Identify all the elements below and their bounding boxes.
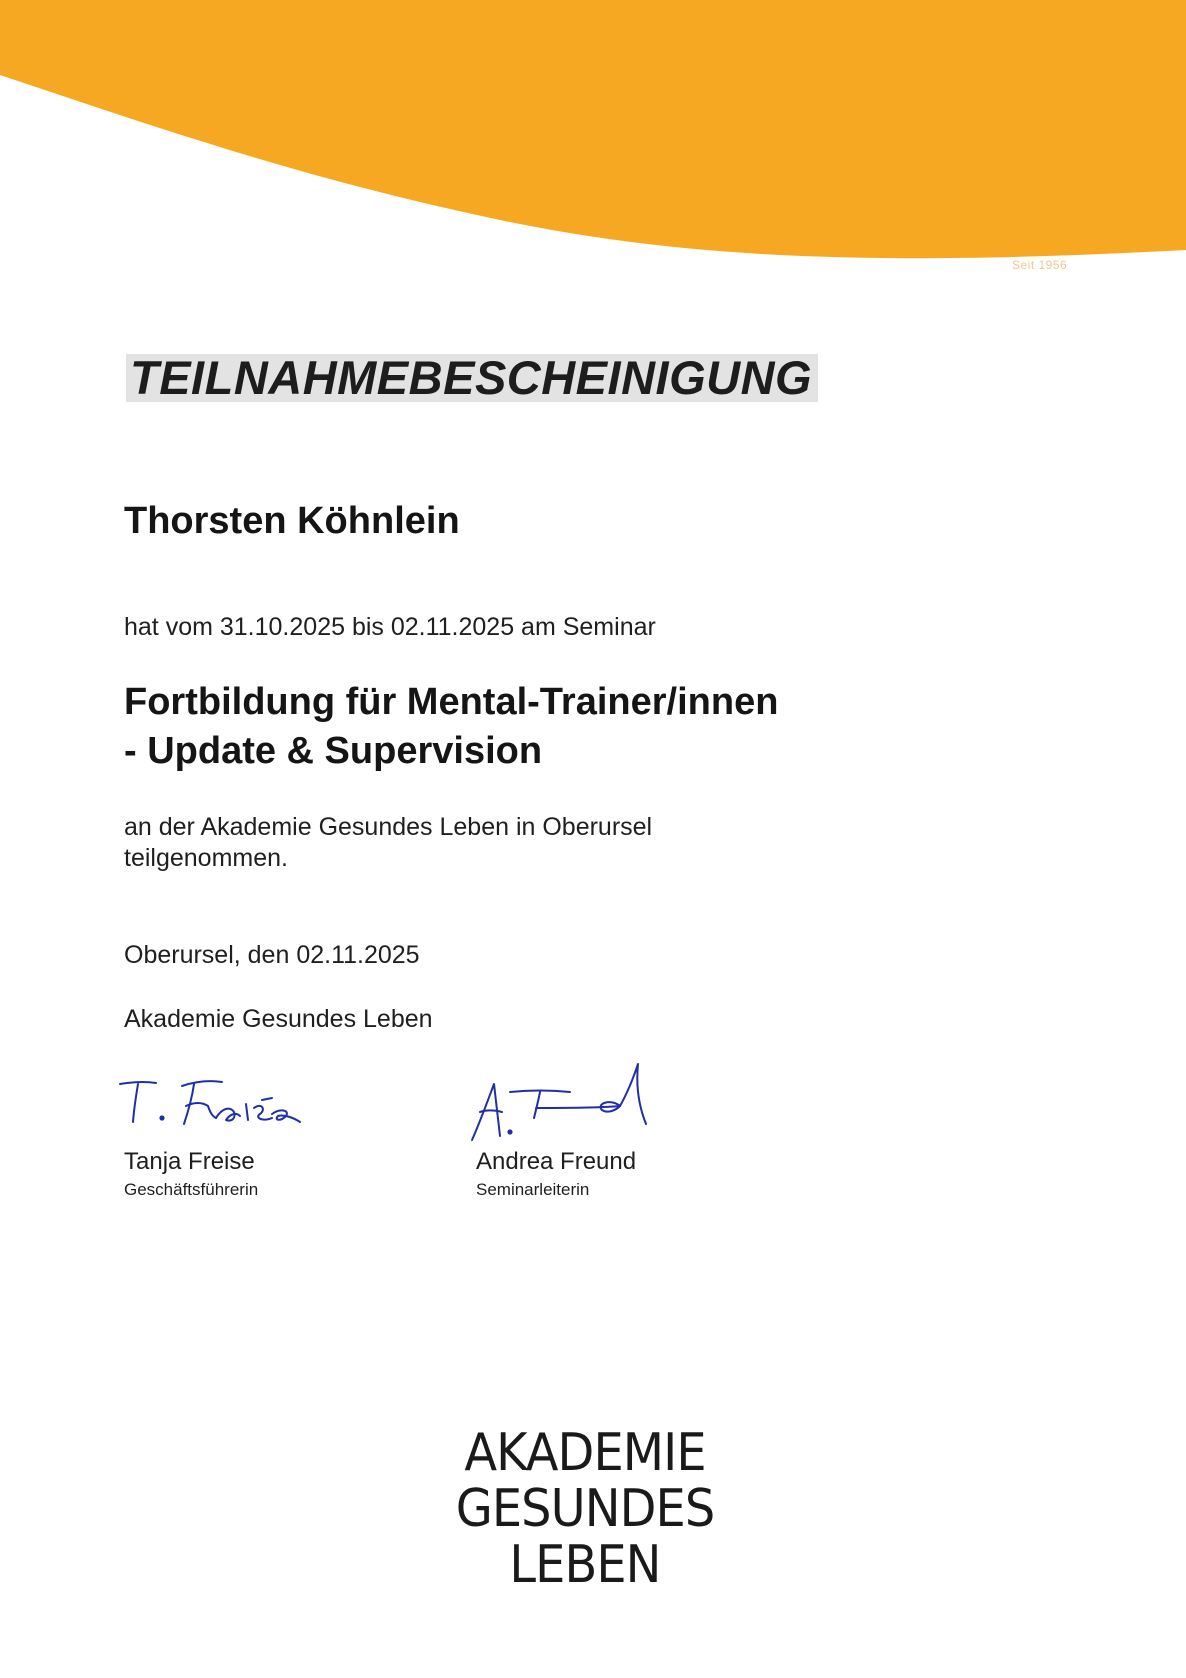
signature-tanja-freise — [114, 1072, 304, 1132]
signer-name-2: Andrea Freund — [476, 1148, 637, 1175]
course-line-2: - Update & Supervision — [124, 730, 543, 772]
logo-line-1: AKADEMIE — [464, 1423, 706, 1483]
location-text — [124, 812, 652, 874]
signature-andrea-freund — [470, 1062, 680, 1142]
participant-name: Thorsten Köhnlein — [124, 500, 460, 542]
signer-role-1: Geschäftsführerin — [124, 1180, 259, 1199]
location-line-2: teilgenommen. — [124, 844, 288, 872]
signer-name-1: Tanja Freise — [124, 1148, 255, 1175]
place-date: Oberursel, den 02.11.2025 — [124, 941, 420, 969]
header-band — [0, 0, 1186, 280]
signer-role-2: Seminarleiterin — [476, 1180, 590, 1199]
course-title — [124, 678, 778, 776]
academy-logo — [420, 1425, 750, 1593]
date-line: hat vom 31.10.2025 bis 02.11.2025 am Seminar — [124, 613, 656, 641]
course-line-1: Fortbildung für Mental-Trainer/innen — [124, 681, 779, 723]
issuer-name: Akademie Gesundes Leben — [124, 1005, 433, 1033]
location-line-1: an der Akademie Gesundes Leben in Oberursel — [124, 813, 653, 841]
logo-line-2: GESUNDES — [455, 1479, 715, 1539]
logo-line-3: LEBEN — [509, 1535, 661, 1595]
since-label: Seit 1956 — [1012, 258, 1068, 272]
certificate-title: TEILNAHMEBESCHEINIGUNG — [126, 354, 818, 402]
